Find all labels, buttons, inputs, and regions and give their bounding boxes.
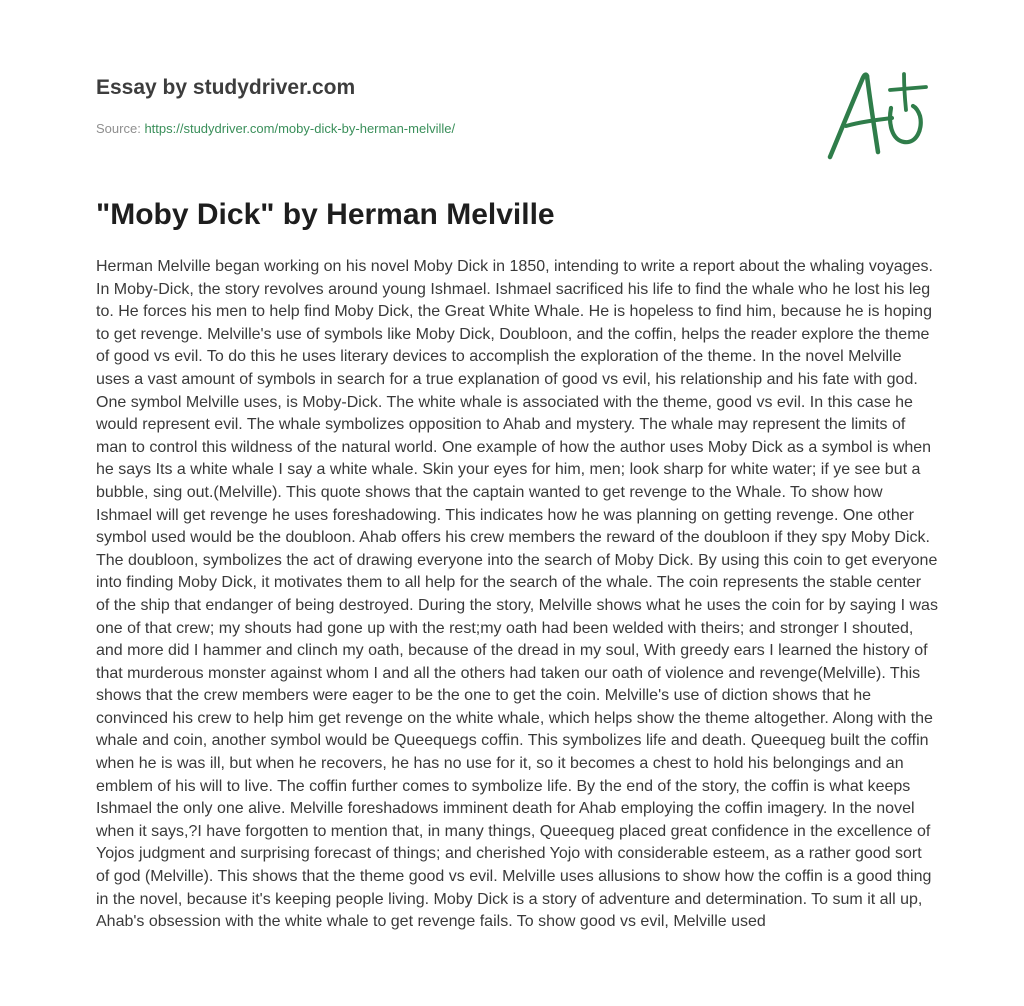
site-title: Essay by studydriver.com — [96, 76, 356, 99]
source-link[interactable]: https://studydriver.com/moby-dick-by-herman-melville/ — [144, 121, 456, 136]
essay-body-text: Herman Melville began working on his novel Moby Dick in 1850, intending to write a report about the whaling voyages. In Moby-Dick, the story revolves around young Ishmael. Ishmael sacrificed his life to find the whale who he lost his leg to. He forces his men to help find Moby Dick, the Great White Whale. He is hopeless to find him, because he is hoping to get revenge. Melville's use of symbols like Moby Dick, Doubloon, and the coffin, helps the reader explore the theme of good vs evil. To do this he uses literary devices to accomplish the exploration of the theme. In the novel Melville uses a vast amount of symbols in search for a true explanation of good vs evil, his relationship and his fate with god. One symbol Melville uses, is Moby-Dick. The white whale is associated with the theme, good vs evil. In this case he would represent evil. The whale symbolizes opposition to Ahab and mystery. The whale may represent the limits of man to control this wildness of the natural world. One example of how the author uses Moby Dick as a symbol is when he says Its a white whale I say a white whale. Skin your eyes for him, men; look sharp for white water; if ye see but a bubble, sing out.(Melville). This quote shows that the captain wanted to get revenge to the Whale. To show how Ishmael will get revenge he uses foreshadowing. This indicates how he was planning on getting revenge. One other symbol used would be the doubloon. Ahab offers his crew members the reward of the doubloon if they spy Moby Dick. The doubloon, symbolizes the act of drawing everyone into the search of Moby Dick. By using this coin to get everyone into finding Moby Dick, it motivates them to all help for the search of the whale. The coin represents the stable center of the ship that endanger of being destroyed. During the story, Melville shows what he uses the coin for by saying I was one of that crew; my shouts had gone up with the rest;my oath had been welded with theirs; and stronger I shouted, and more did I hammer and clinch my oath, because of the dread in my soul, With greedy ears I learned the history of that murderous monster against whom I and all the others had taken our oath of violence and revenge(Melville). This shows that the crew members were eager to be the one to get the coin. Melville's use of diction shows that he convinced his crew to help him get revenge on the white whale, which helps show the theme altogether. Along with the whale and coin, another symbol would be Queequegs coffin. This symbolizes life and death. Queequeg built the coffin when he is was ill, but when he recovers, he has no use for it, so it becomes a chest to hold his belongings and an emblem of his will to live. The coffin further comes to symbolize life. By the end of the story, the coffin is what keeps Ishmael the only one alive. Melville foreshadows imminent death for Ahab employing the coffin imagery. In the novel when it says,?I have forgotten to mention that, in many things, Queequeg placed great confidence in the excellence of Yojos judgment and surprising forecast of things; and cherished Yojo with considerable esteem, as a rather good sort of god (Melville). This shows that the theme good vs evil. Melville uses allusions to show how the coffin is a good thing in the novel, because it's keeping people living. Moby Dick is a story of adventure and determination. To sum it all up, Ahab's obsession with the white whale to get revenge fails. To show good vs evil, Melville used — [96, 258, 938, 931]
page-header — [96, 74, 455, 137]
a-plus-grade-icon — [820, 60, 932, 170]
essay-title: "Moby Dick" by Herman Melville — [96, 198, 555, 231]
source-line — [96, 121, 455, 137]
source-label: Source: — [96, 121, 141, 136]
